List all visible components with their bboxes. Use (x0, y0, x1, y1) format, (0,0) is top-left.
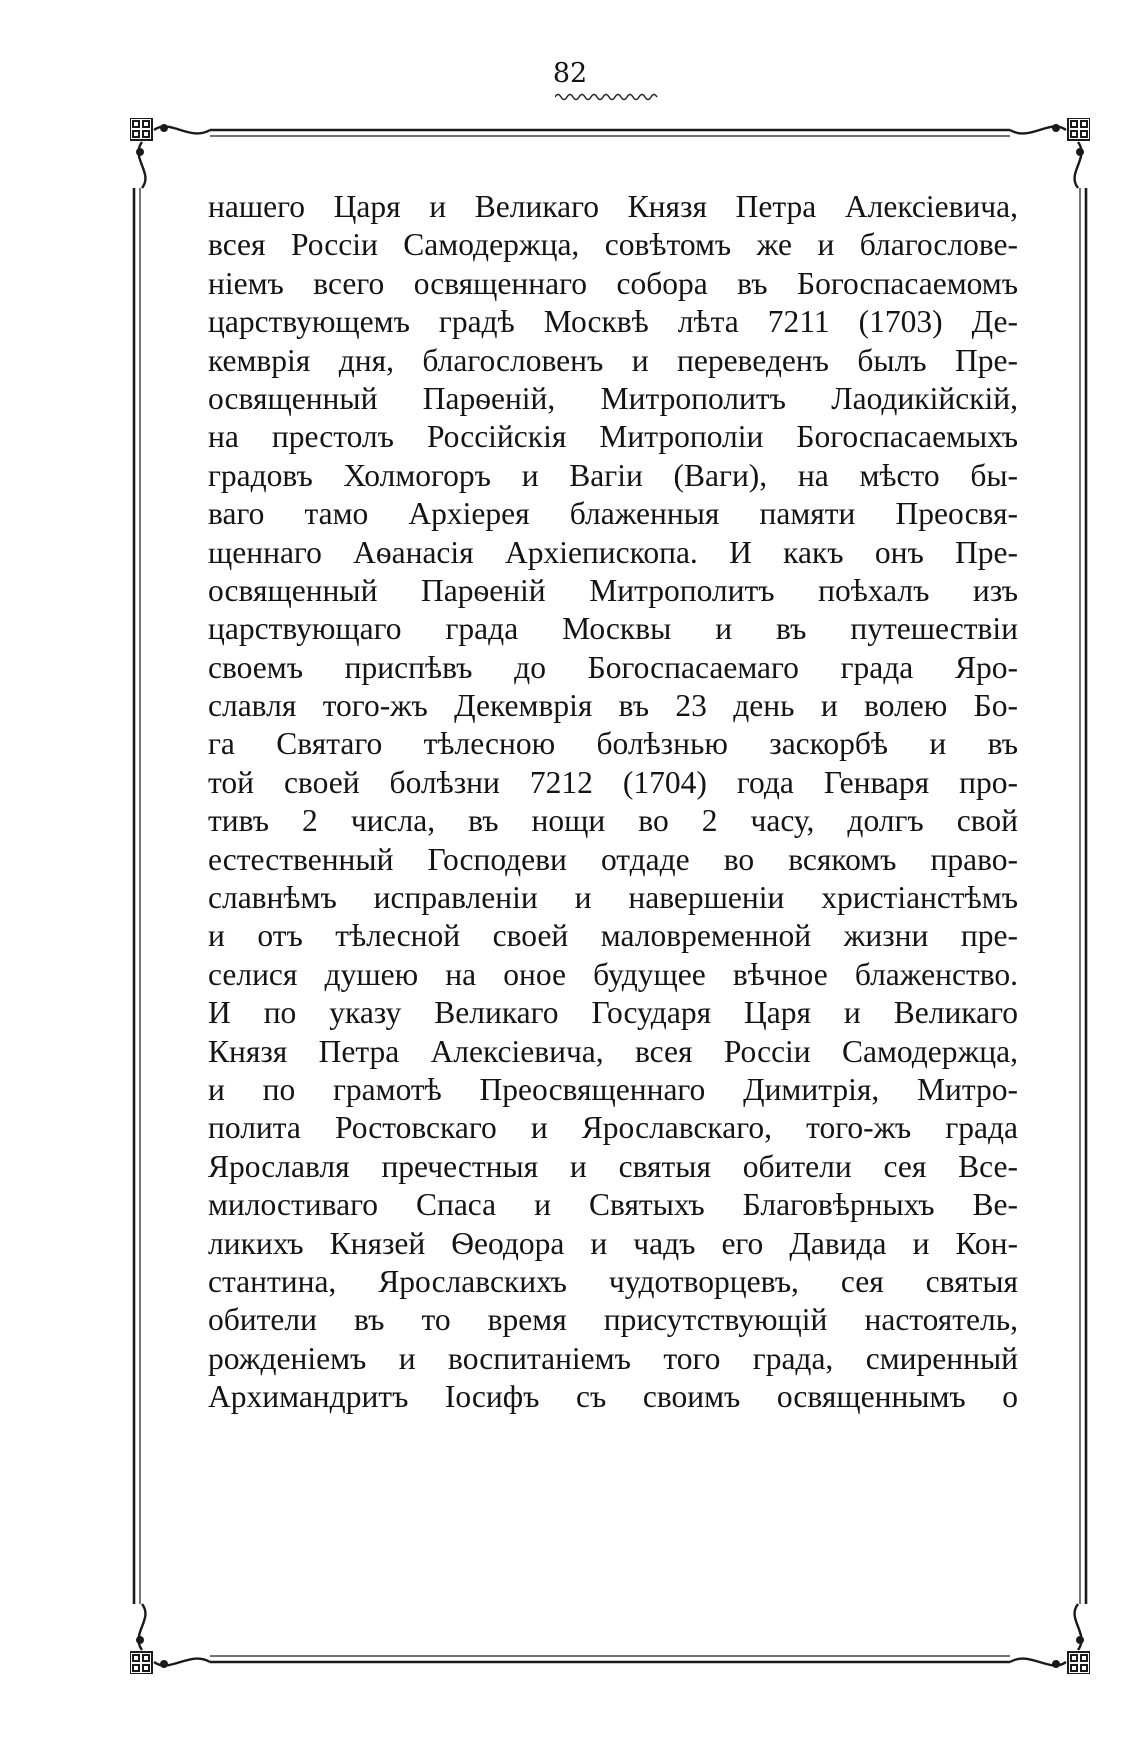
corner-ornament-bottom-left (130, 1604, 210, 1674)
text-line: освященный Парѳеній, Митрополитъ Лаодикійскій, (208, 380, 1018, 416)
text-line: обители въ то время присутствующій настоятель, (208, 1302, 1018, 1338)
text-line: ваго тамо Архіерея блаженныя памяти Преосвя- (208, 496, 1018, 532)
text-line: царствующаго града Москвы и въ путешествіи (208, 611, 1018, 647)
text-line: рожденіемъ и воспитаніемъ того града, смиренный (208, 1340, 1018, 1376)
text-line: селися душею на оное будущее вѣчное блаженство. (208, 956, 1018, 992)
corner-ornament-top-left (130, 118, 210, 188)
corner-ornament-bottom-right (1010, 1604, 1090, 1674)
text-line: тивъ 2 числа, въ нощи во 2 часу, долгъ свой (208, 803, 1018, 839)
text-line: своемъ приспѣвъ до Богоспасаемаго града Яро- (208, 649, 1018, 685)
text-line: царствующемъ градѣ Москвѣ лѣта 7211 (1703) Де- (208, 304, 1018, 340)
text-line: всея Россіи Самодержца, совѣтомъ же и благослове- (208, 227, 1018, 263)
body-text (208, 188, 1018, 1417)
text-line: славнѣмъ исправленіи и навершеніи христіанстѣмъ (208, 880, 1018, 916)
text-line: освященный Парѳеній Митрополитъ поѣхалъ изъ (208, 572, 1018, 608)
page-number: 82 (552, 58, 588, 89)
text-line: ніемъ всего освященнаго собора въ Богоспасаемомъ (208, 265, 1018, 301)
text-line: и отъ тѣлесной своей маловременной жизни пре- (208, 918, 1018, 954)
text-line: естественный Господеви отдаде во всякомъ право- (208, 841, 1018, 877)
text-line: ликихъ Князей Ѳеодора и чадъ его Давида и Кон- (208, 1225, 1018, 1261)
text-line: полита Ростовскаго и Ярославскаго, того-жъ града (208, 1110, 1018, 1146)
page-number-wavy-underline (555, 92, 660, 102)
text-line: нашего Царя и Великаго Князя Петра Алексіевича, (208, 189, 1018, 224)
text-line: на престолъ Россійскія Митрополіи Богоспасаемыхъ (208, 419, 1018, 455)
text-line: И по указу Великаго Государя Царя и Великаго (208, 995, 1018, 1031)
text-line: милостиваго Спаса и Святыхъ Благовѣрныхъ Ве- (208, 1187, 1018, 1223)
corner-ornament-top-right (1010, 118, 1090, 188)
text-line: Князя Петра Алексіевича, всея Россіи Самодержца, (208, 1033, 1018, 1069)
text-line: славля того-жъ Декемврія въ 23 день и волею Бо- (208, 688, 1018, 724)
text-line: той своей болѣзни 7212 (1704) года Генваря про- (208, 764, 1018, 800)
text-line: кемврія дня, благословенъ и переведенъ былъ Пре- (208, 342, 1018, 378)
text-line: га Святаго тѣлесною болѣзнью заскорбѣ и въ (208, 726, 1018, 762)
text-line: градовъ Холмогоръ и Вагіи (Ваги), на мѣсто бы- (208, 457, 1018, 493)
text-line: щеннаго Аѳанасія Архіепископа. И какъ онъ Пре- (208, 534, 1018, 570)
text-line: Архимандритъ Іосифъ съ своимъ освященнымъ о (208, 1379, 1018, 1415)
text-line: и по грамотѣ Преосвященнаго Димитрія, Митро- (208, 1071, 1018, 1107)
text-line: стантина, Ярославскихъ чудотворцевъ, сея святыя (208, 1263, 1018, 1299)
text-line: Ярославля пречестныя и святыя обители сея Все- (208, 1148, 1018, 1184)
